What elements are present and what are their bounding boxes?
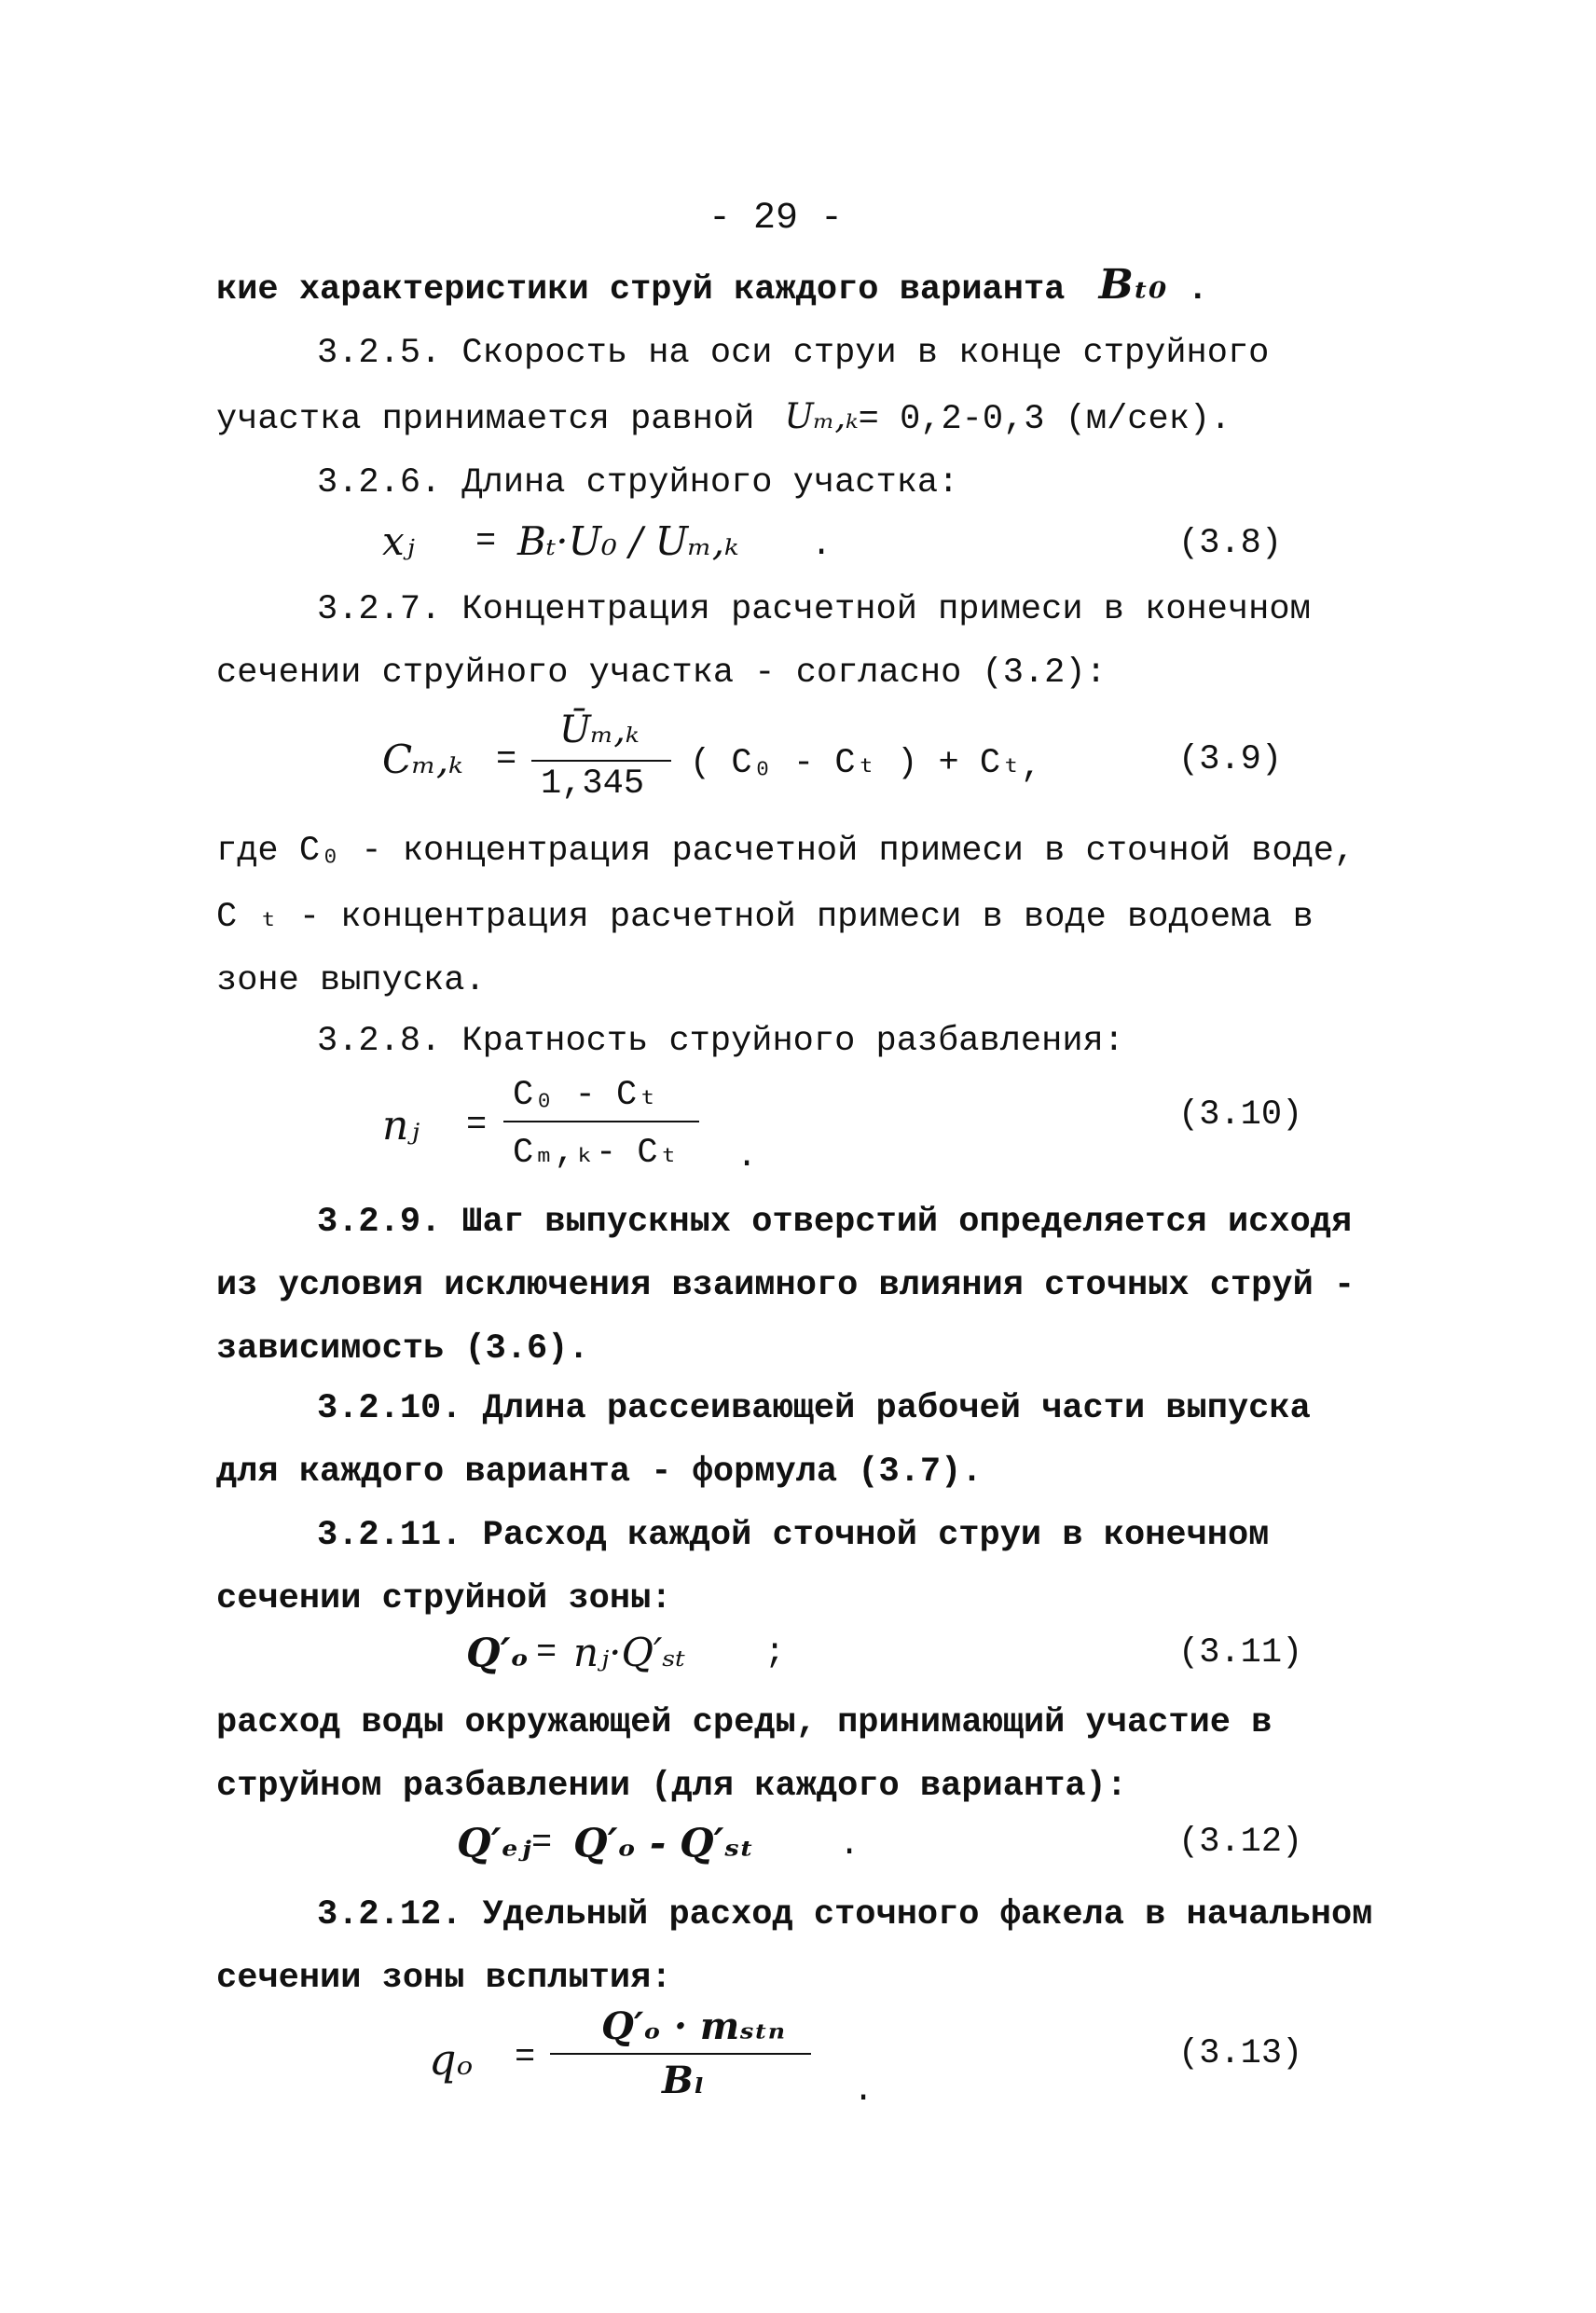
symbol-b-t0: Bₜ₀: [1098, 261, 1167, 309]
formula-3-10-numerator: C₀ - Cₜ: [513, 1076, 658, 1115]
paragraph-3-2-5: 3.2.5. Скорость на оси струи в конце струйного участка принимается равной Uₘ,ₖ= 0,2-0,3 (м/сек).: [216, 334, 1270, 439]
formula-3-10-fraction-bar: [503, 1121, 699, 1122]
formula-3-12-lhs: Q′ₑⱼ: [457, 1820, 531, 1866]
formula-3-10-denominator: Cₘ,ₖ- Cₜ: [513, 1134, 679, 1173]
paragraph-3-2-8: 3.2.8. Кратность струйного разбавления:: [317, 1022, 1124, 1061]
formula-3-9: [382, 709, 1314, 811]
formula-3-12-end: .: [839, 1825, 860, 1865]
equation-number-3-8: (3.8): [1178, 524, 1283, 563]
formula-3-9-denominator: 1,345: [541, 764, 645, 804]
formula-3-10-eq: =: [466, 1106, 488, 1145]
page-number: - 29 -: [709, 198, 844, 240]
equation-number-3-13: (3.13): [1178, 2034, 1303, 2073]
formula-3-13-fraction-bar: [550, 2053, 811, 2055]
formula-3-12-rhs: Q′ₒ - Q′ₛₜ: [573, 1820, 754, 1866]
formula-3-10: [382, 1072, 1314, 1179]
formula-3-13-eq: =: [515, 2038, 536, 2077]
equation-number-3-10: (3.10): [1178, 1095, 1303, 1135]
formula-3-8-eq: =: [475, 522, 497, 561]
formula-3-11-lhs: Q′ₒ: [466, 1630, 530, 1675]
paragraph-3-2-7: 3.2.7. Концентрация расчетной примеси в конечном сечении струйного участка - согласно (3.2):: [216, 590, 1311, 693]
formula-3-13-numerator: Q′ₒ · mₛₜₙ: [601, 2004, 786, 2048]
formula-3-13-end: .: [853, 2072, 874, 2111]
paragraph-3-2-6: 3.2.6. Длина струйного участка:: [317, 463, 959, 503]
paragraph-3-2-11: 3.2.11. Расход каждой сточной струи в конечном сечении струйной зоны:: [216, 1516, 1270, 1618]
paragraph-3-2-12: 3.2.12. Удельный расход сточного факела в начальном сечении зоны всплытия:: [216, 1895, 1373, 1998]
formula-3-13-fraction: [550, 2004, 811, 2107]
equation-number-3-12: (3.12): [1178, 1823, 1303, 1862]
formula-3-13: [429, 2004, 1268, 2111]
formula-3-11-end: ;: [764, 1633, 786, 1673]
where-line-2: C ₜ - концентрация расчетной примеси в воде водоема в зоне выпуска.: [216, 898, 1314, 1000]
formula-3-11-rhs: nⱼ·Q′ₛₜ: [573, 1630, 685, 1675]
continuation-line: кие характеристики струй каждого варианта Bₜ₀ .: [216, 261, 1208, 310]
formula-3-11-eq: =: [536, 1633, 557, 1673]
formula-3-9-end: ,: [1021, 748, 1042, 787]
formula-3-9-fraction-bar: [531, 760, 671, 762]
formula-3-10-end: .: [736, 1137, 758, 1177]
formula-3-9-numerator: Ūₘ,ₖ: [559, 709, 640, 751]
formula-3-13-denominator: Bₗ: [662, 2058, 705, 2102]
formula-3-8-rhs: Bₜ·U₀ / Uₘ,ₖ: [517, 518, 739, 564]
paragraph-3-2-9: 3.2.9. Шаг выпускных отверстий определяется исходя из условия исключения взаимного влияния сточных струй - зависимость (3.6).: [216, 1203, 1355, 1369]
formula-3-10-fraction: [503, 1072, 699, 1179]
paragraph-3-2-10: 3.2.10. Длина рассеивающей рабочей части выпуска для каждого варианта - формула (3.7).: [216, 1389, 1311, 1492]
where-line-1: где C₀ - концентрация расчетной примеси в сточной воде,: [216, 832, 1355, 871]
formula-3-8-lhs: xⱼ: [382, 518, 415, 564]
formula-3-8: [382, 518, 1314, 574]
paragraph-3-2-11-continuation: расход воды окружающей среды, принимающий участие в струйном разбавлении (для каждого варианта):: [216, 1703, 1273, 1806]
formula-3-9-fraction: [531, 709, 671, 811]
symbol-u-mk: Uₘ,ₖ: [784, 396, 859, 436]
formula-3-8-end: .: [811, 526, 832, 565]
equation-number-3-9: (3.9): [1178, 740, 1283, 779]
formula-3-10-lhs: nⱼ: [382, 1102, 420, 1150]
formula-3-9-lhs: Cₘ,ₖ: [382, 737, 463, 782]
formula-3-13-lhs: qₒ: [429, 2034, 474, 2085]
formula-3-12: [457, 1820, 1296, 1876]
formula-3-12-eq: =: [531, 1824, 553, 1863]
formula-3-9-rest: ( C₀ - Cₜ ) + Cₜ: [690, 744, 1022, 783]
formula-3-9-eq: =: [496, 740, 517, 779]
equation-number-3-11: (3.11): [1178, 1633, 1303, 1673]
